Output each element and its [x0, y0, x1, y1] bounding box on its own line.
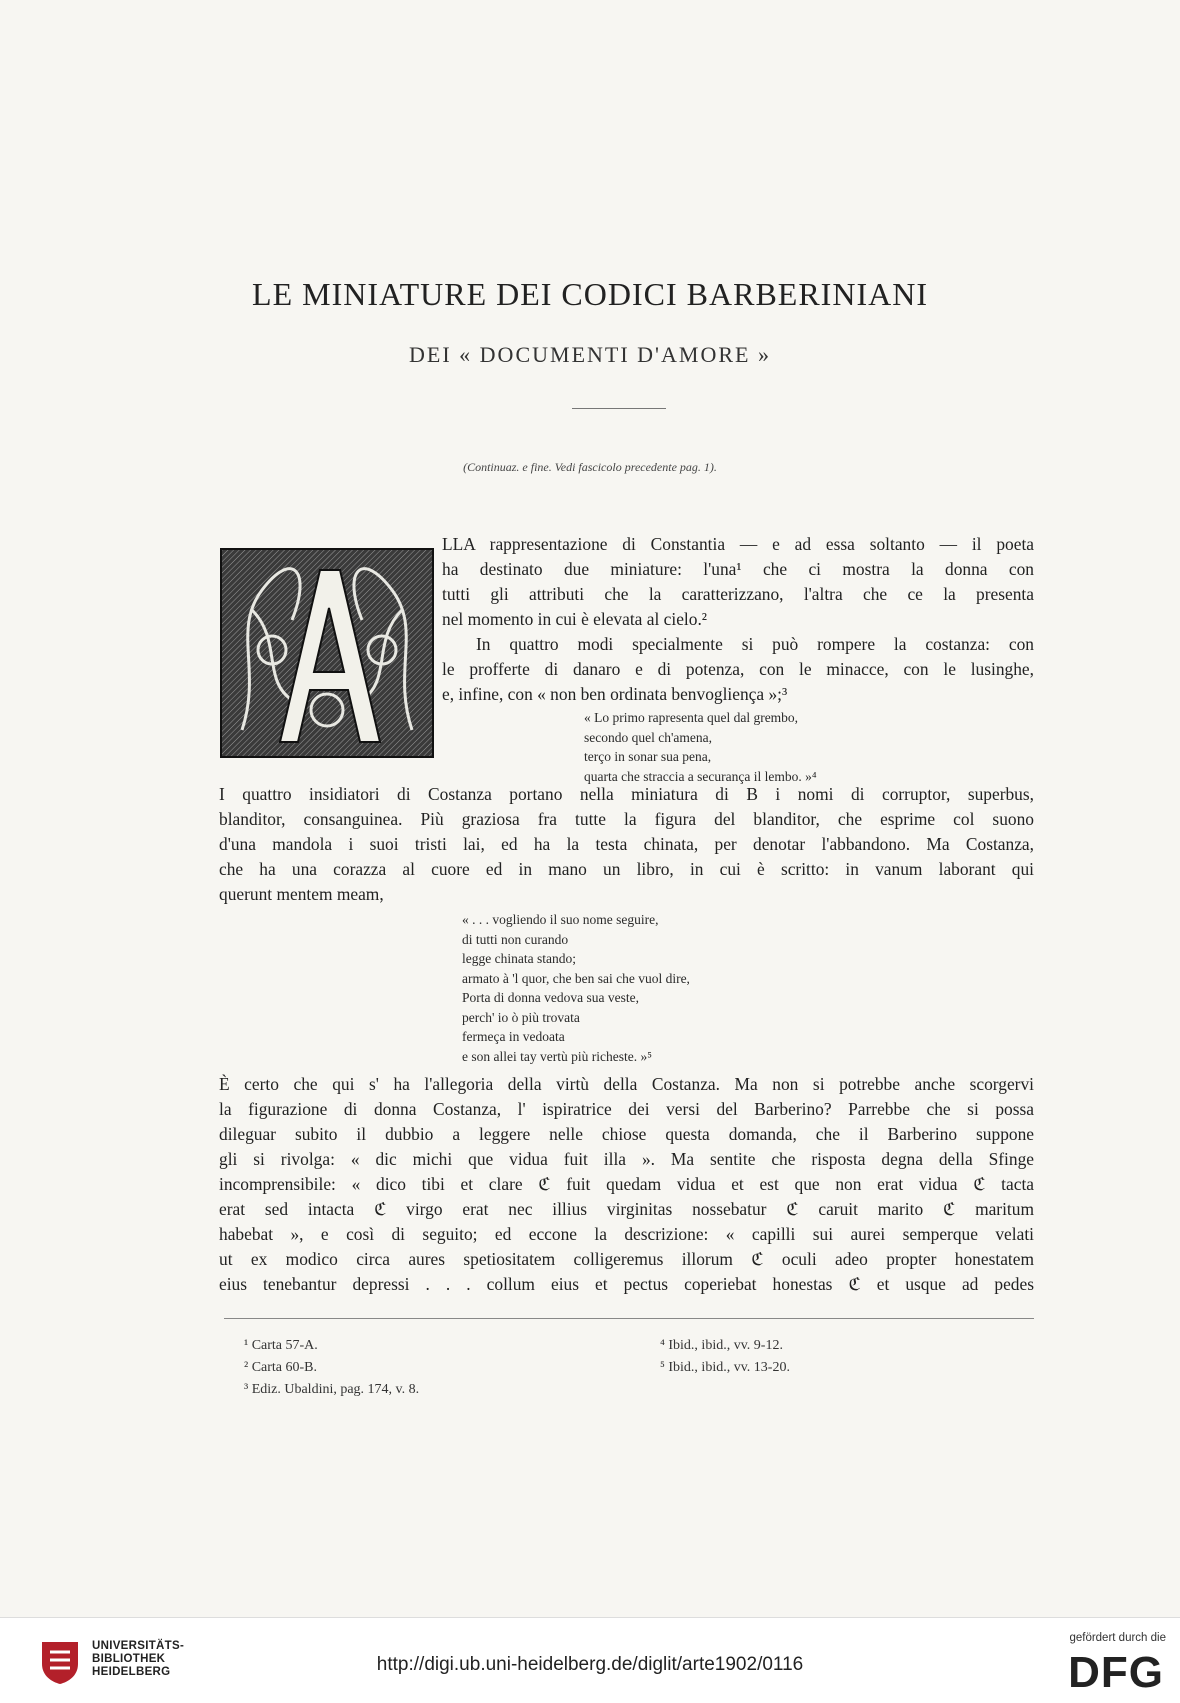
- text-line: nel momento in cui è elevata al cielo.²: [442, 609, 708, 629]
- text-line: dileguar subito il dubbio a leggere nelle chiose questa domanda, che il Barberino suppone: [219, 1124, 1034, 1144]
- footnote: ² Carta 60-B.: [244, 1360, 318, 1375]
- university-name: UNIVERSITÄTS- BIBLIOTHEK HEIDELBERG: [92, 1640, 185, 1678]
- body-paragraph: [219, 1072, 1034, 1297]
- dfg-logo: DFG: [1068, 1648, 1164, 1697]
- footnotes-right: [660, 1335, 790, 1379]
- verse-line: fermeça in vedoata: [462, 1029, 565, 1044]
- funded-by-label: gefördert durch die: [1069, 1632, 1166, 1644]
- title-divider: [572, 408, 666, 409]
- body-paragraph: [219, 782, 1034, 907]
- text-line: le profferte di danaro e di potenza, con le minacce, con le lusinghe,: [442, 659, 1034, 679]
- text-line: In quattro modi specialmente si può rompere la costanza: con: [476, 634, 1034, 654]
- footnote: ¹ Carta 57-A.: [244, 1338, 318, 1353]
- verse-line: legge chinata stando;: [462, 951, 576, 966]
- text-line: erat sed intacta ℭ virgo erat nec illius virginitas nossebatur ℭ caruit marito ℭ maritum: [219, 1199, 1034, 1219]
- text-line: gli si rivolga: « dic michi que vidua fuit illa ». Ma sentite che risposta degna della Sfinge: [219, 1149, 1034, 1169]
- text-line: habebat », e così di seguito; ed eccone la descrizione: « capilli sui aurei semperque velati: [219, 1224, 1034, 1244]
- intro-paragraph: [442, 532, 1034, 707]
- text-line: querunt mentem meam,: [219, 884, 384, 904]
- decorated-initial-image: [220, 548, 434, 758]
- verse-line: di tutti non curando: [462, 931, 569, 947]
- text-line: ut ex modico circa aures spetiositatem colligeremus illorum ℭ oculi adeo propter honestatem: [219, 1249, 1034, 1269]
- text-line: e, infine, con « non ben ordinata benvogliença »;³: [442, 684, 788, 704]
- text-line: la figurazione di donna Costanza, l' ispiratrice dei versi del Barberino? Parrebbe che si possa: [219, 1099, 1034, 1119]
- verse-line: e son allei tay vertù più richeste. »⁵: [462, 1048, 652, 1064]
- verse-line: « Lo primo rapresenta quel dal grembo,: [584, 710, 799, 725]
- text-line: d'una mandola i suoi tristi lai, ed ha la testa chinata, per denotar l'abbandono. Ma Costanza,: [219, 834, 1034, 854]
- footnote: ⁵ Ibid., ibid., vv. 13-20.: [660, 1360, 790, 1375]
- article-subtitle: DEI « DOCUMENTI D'AMORE »: [409, 342, 771, 367]
- text-line: eius tenebantur depressi . . . collum eius et pectus coperiebat honestas ℭ et usque ad pedes: [219, 1274, 1034, 1294]
- footnote-divider: [224, 1318, 1034, 1319]
- verse-quote: [462, 910, 690, 1066]
- text-line: ha destinato due miniature: l'una¹ che ci mostra la donna con: [442, 559, 1034, 579]
- verse-line: secondo quel ch'amena,: [584, 729, 713, 745]
- verse-line: armato à 'l quor, che ben sai che vuol dire,: [462, 970, 690, 986]
- verse-line: quarta che straccia a securança il lembo. »⁴: [584, 768, 817, 784]
- verse-line: Porta di donna vedova sua veste,: [462, 990, 639, 1005]
- footnote: ⁴ Ibid., ibid., vv. 9-12.: [660, 1338, 783, 1353]
- verse-line: « . . . vogliendo il suo nome seguire,: [462, 912, 659, 927]
- verse-line: perch' io ò più trovata: [462, 1009, 580, 1025]
- text-line: incomprensibile: « dico tibi et clare ℭ fuit quedam vidua et est que non erat vidua ℭ tacta: [219, 1174, 1034, 1194]
- text-line: blanditor, consanguinea. Più graziosa fra tutte la figura del blanditor, che esprime col suono: [219, 809, 1034, 829]
- text-line: È certo che qui s' ha l'allegoria della virtù della Costanza. Ma non si potrebbe anche scorgervi: [219, 1074, 1034, 1094]
- text-line: I quattro insidiatori di Costanza portano nella miniatura di B i nomi di corruptor, superbus,: [219, 784, 1034, 804]
- continuation-note: (Continuaz. e fine. Vedi fascicolo precedente pag. 1).: [463, 460, 717, 474]
- text-line: che ha una corazza al cuore ed in mano un libro, in cui è scritto: in vanum laborant qui: [219, 859, 1034, 879]
- text-line: tutti gli attributi che la caratterizzano, l'altra che ce la presenta: [442, 584, 1034, 604]
- article-title: LE MINIATURE DEI CODICI BARBERINIANI: [252, 276, 928, 312]
- verse-line: terço in sonar sua pena,: [584, 749, 712, 764]
- footnotes-left: [244, 1335, 419, 1401]
- digitization-footer: [0, 1617, 1180, 1703]
- footnote: ³ Ediz. Ubaldini, pag. 174, v. 8.: [244, 1382, 420, 1397]
- verse-quote: [584, 708, 817, 786]
- source-url-link[interactable]: http://digi.ub.uni-heidelberg.de/diglit/arte1902/0116: [376, 1654, 804, 1675]
- text-line: LLA rappresentazione di Constantia — e ad essa soltanto — il poeta: [442, 534, 1034, 554]
